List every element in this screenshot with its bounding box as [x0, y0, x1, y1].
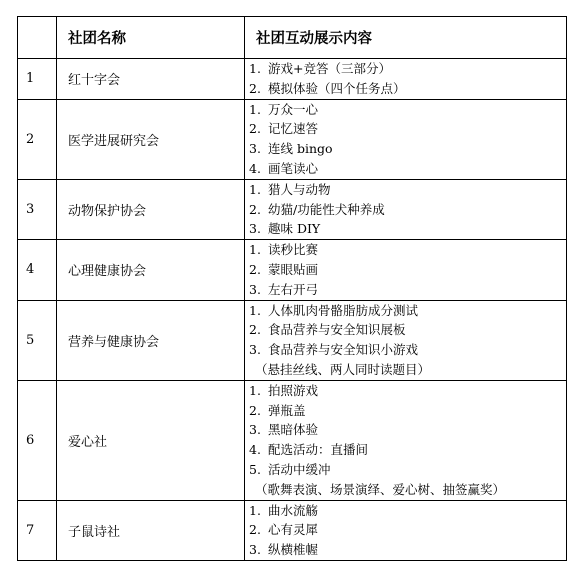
- row-number: 2: [18, 99, 57, 179]
- activity-text: 活动中缓冲: [268, 461, 331, 477]
- activity-text: 连线 bingo: [268, 141, 333, 157]
- activity-item: [249, 219, 566, 239]
- activity-index: 3.: [249, 422, 261, 438]
- activity-text: 食品营养与安全知识小游戏: [268, 342, 419, 358]
- club-name: 心理健康协会: [57, 240, 245, 300]
- activity-text: 蒙眼贴画: [268, 261, 319, 277]
- activity-text: 趣味 DIY: [268, 221, 321, 237]
- activity-index: 2.: [249, 402, 261, 418]
- activity-index: 1.: [249, 502, 261, 518]
- header-content: 社团互动展示内容: [245, 17, 567, 59]
- activity-item: [249, 420, 566, 440]
- activity-item: [249, 301, 566, 321]
- activity-index: 1.: [249, 242, 261, 258]
- activity-item: [249, 59, 566, 79]
- activity-index: 2.: [249, 121, 261, 137]
- activity-text: 模拟体验（四个任务点）: [268, 80, 406, 96]
- row-number: 7: [18, 500, 57, 560]
- table-header-row: [18, 17, 567, 59]
- activity-text: 纵横椎幄: [268, 542, 319, 558]
- activity-text: 游戏+竞答（三部分）: [268, 61, 391, 76]
- activity-text: 人体肌肉骨骼脂肪成分测试: [268, 302, 419, 318]
- activity-index: 3.: [249, 342, 261, 358]
- activity-text: 左右开弓: [268, 281, 319, 297]
- row-number: 6: [18, 380, 57, 500]
- activity-text: 记忆速答: [268, 121, 319, 137]
- activity-item: [249, 460, 566, 480]
- activity-index: 1.: [249, 382, 261, 398]
- activity-list: [245, 300, 567, 380]
- activity-item: [249, 159, 566, 179]
- activity-text: 黑暗体验: [268, 422, 319, 438]
- activity-text: 万众一心: [268, 101, 319, 117]
- activity-list: [245, 179, 567, 239]
- activity-text: 配选活动：直播间: [268, 442, 369, 458]
- activity-list: [245, 500, 567, 560]
- activity-index: 2.: [249, 261, 261, 277]
- table-body: [18, 59, 567, 561]
- club-name: 营养与健康协会: [57, 300, 245, 380]
- activity-item: [249, 501, 566, 521]
- activity-text: 弹瓶盖: [268, 402, 306, 418]
- activity-index: 1.: [249, 181, 261, 197]
- activity-index: 3.: [249, 542, 261, 558]
- activity-list: [245, 99, 567, 179]
- row-number: 3: [18, 179, 57, 239]
- activity-index: 1.: [249, 302, 261, 318]
- activity-item: [249, 180, 566, 200]
- activity-item: [249, 320, 566, 340]
- activity-index: 3.: [249, 141, 261, 157]
- activity-index: 5.: [249, 461, 261, 477]
- table-row: [18, 500, 567, 560]
- activity-text: （歌舞表演、场景演绎、爱心树、抽签赢奖）: [255, 481, 506, 497]
- activity-item: [249, 260, 566, 280]
- activity-list: [245, 380, 567, 500]
- table-row: [18, 380, 567, 500]
- activity-index: 4.: [249, 160, 261, 176]
- club-name: 医学进展研究会: [57, 99, 245, 179]
- header-club-name: 社团名称: [57, 17, 245, 59]
- activity-index: 3.: [249, 281, 261, 297]
- activity-index: 4.: [249, 442, 261, 458]
- activity-list: [245, 240, 567, 300]
- activity-text: 猎人与动物: [268, 181, 331, 197]
- table-row: [18, 99, 567, 179]
- activity-item: [249, 280, 566, 300]
- activity-item: [249, 520, 566, 540]
- activity-text: 心有灵犀: [268, 522, 319, 538]
- table-row: [18, 59, 567, 100]
- club-name: 子鼠诗社: [57, 500, 245, 560]
- club-name: 动物保护协会: [57, 179, 245, 239]
- activity-item: [249, 100, 566, 120]
- activity-item: [249, 401, 566, 421]
- activity-item: [249, 79, 566, 99]
- activity-item: [249, 200, 566, 220]
- activity-text: （悬挂丝线、两人同时读题目）: [255, 361, 431, 377]
- header-number: [18, 17, 57, 59]
- club-name: 红十字会: [57, 59, 245, 100]
- row-number: 5: [18, 300, 57, 380]
- activity-text: 曲水流觞: [268, 502, 319, 518]
- activity-index: 2.: [249, 322, 261, 338]
- table-row: [18, 240, 567, 300]
- activity-index: 3.: [249, 221, 261, 237]
- activity-text: 拍照游戏: [268, 382, 319, 398]
- activity-note: [249, 360, 566, 380]
- activity-index: 1.: [249, 101, 261, 117]
- activity-text: 幼猫/功能性犬种养成: [268, 201, 385, 217]
- activity-note: [249, 480, 566, 500]
- activity-index: 1.: [249, 61, 261, 76]
- row-number: 4: [18, 240, 57, 300]
- activity-text: 画笔读心: [268, 160, 319, 176]
- activity-item: [249, 119, 566, 139]
- activity-item: [249, 340, 566, 360]
- activity-item: [249, 440, 566, 460]
- activity-text: 食品营养与安全知识展板: [268, 322, 406, 338]
- activity-item: [249, 381, 566, 401]
- row-number: 1: [18, 59, 57, 100]
- activity-item: [249, 240, 566, 260]
- table-row: [18, 179, 567, 239]
- activity-item: [249, 540, 566, 560]
- club-name: 爱心社: [57, 380, 245, 500]
- activity-list: [245, 59, 567, 100]
- table-row: [18, 300, 567, 380]
- activity-index: 2.: [249, 522, 261, 538]
- activity-text: 读秒比赛: [268, 242, 319, 258]
- activity-index: 2.: [249, 80, 261, 96]
- activity-item: [249, 139, 566, 159]
- activity-index: 2.: [249, 201, 261, 217]
- club-activity-table: [17, 16, 567, 561]
